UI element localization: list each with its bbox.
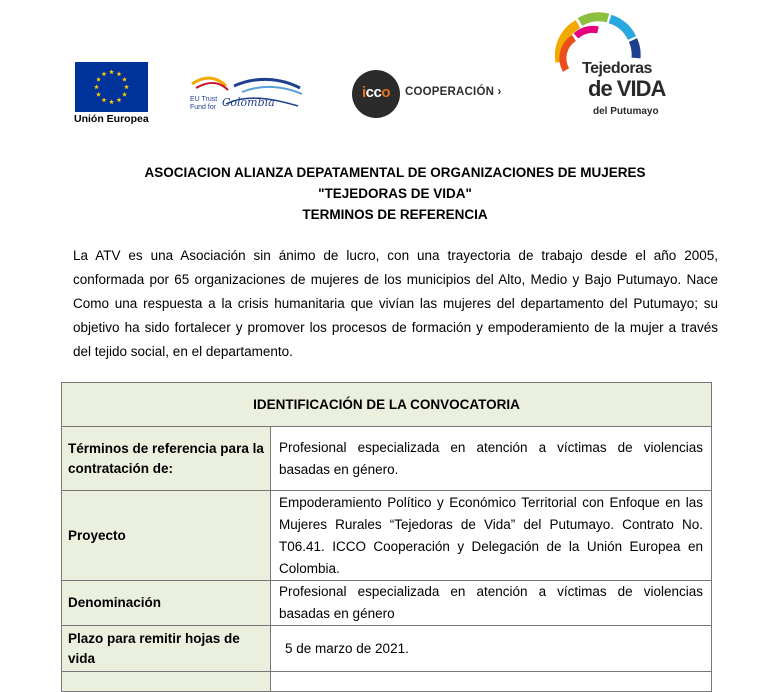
tejedoras-line3: del Putumayo	[593, 106, 659, 117]
table-row	[62, 491, 712, 581]
eu-caption: Unión Europea	[74, 113, 149, 125]
row-value-empty	[271, 672, 712, 692]
title-line2: "TEJEDORAS DE VIDA"	[318, 186, 472, 201]
icco-i: i	[361, 84, 366, 101]
row-label-empty	[62, 672, 271, 692]
logo-bar	[0, 0, 768, 140]
trust-fund-line1: EU Trust	[190, 96, 218, 103]
row-label: Denominación	[62, 581, 271, 626]
trust-fund-line2: Fund for	[190, 104, 217, 111]
row-label: Términos de referencia para la contratación de:	[62, 427, 271, 491]
table-header-row	[62, 383, 712, 427]
tejedoras-line2: de VIDA	[588, 76, 666, 101]
row-value: 5 de marzo de 2021.	[271, 626, 712, 672]
convocatoria-table	[61, 382, 712, 692]
table-row	[62, 626, 712, 672]
document-title	[0, 162, 768, 225]
title-line1: ASOCIACION ALIANZA DEPATAMENTAL DE ORGANIZACIONES DE MUJERES	[144, 165, 646, 180]
row-value: Profesional especializada en atención a víctimas de violencias basadas en género	[271, 581, 712, 626]
table-row	[62, 427, 712, 491]
icco-cc: cc	[365, 84, 382, 101]
row-value: Empoderamiento Político y Económico Territorial con Enfoque en las Mujeres Rurales “Tejedoras de Vida” del Putumayo. Contrato No. T06.41. ICCO Cooperación y Delegación de la Unión Europea en Colombia.	[271, 491, 712, 581]
table-row	[62, 581, 712, 626]
tejedoras-line1: Tejedoras	[582, 60, 652, 77]
icco-o: o	[381, 84, 391, 101]
row-label: Proyecto	[62, 491, 271, 581]
title-line3: TERMINOS DE REFERENCIA	[302, 207, 488, 222]
eu-flag-icon	[75, 62, 148, 112]
row-value: Profesional especializada en atención a víctimas de violencias basadas en género.	[271, 427, 712, 491]
table-header: IDENTIFICACIÓN DE LA CONVOCATORIA	[62, 383, 712, 427]
icco-cooperacion-text: COOPERACIÓN ›	[405, 86, 502, 98]
icco-wordmark	[356, 84, 396, 101]
intro-paragraph: La ATV es una Asociación sin ánimo de lucro, con una trayectoria de trabajo desde el año 2005, conformada por 65 organizaciones de mujeres de los municipios del Alto, Medio y Bajo Putumayo. Nace Como una respuesta a la crisis humanitaria que vivían las mujeres del departamento del Putumayo; su objetivo ha sido fortalecer y promover los procesos de formación y empoderamiento de la mujer a través del tejido social, en el departamento.	[73, 248, 718, 359]
table-row	[62, 672, 712, 692]
trust-fund-script: Colombia	[222, 96, 275, 109]
row-label: Plazo para remitir hojas de vida	[62, 626, 271, 672]
